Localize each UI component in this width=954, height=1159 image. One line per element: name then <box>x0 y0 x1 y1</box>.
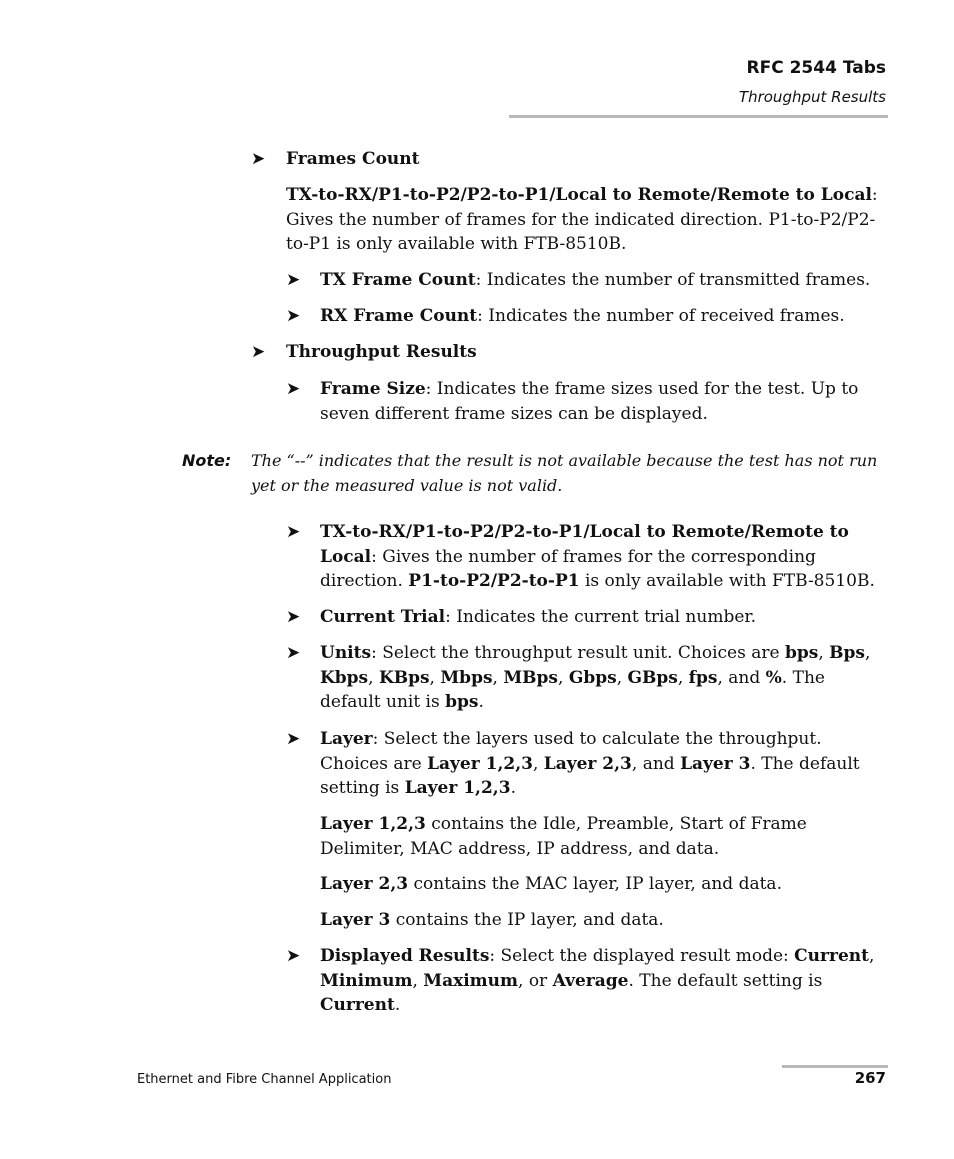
bullet-arrow-icon: ➤ <box>286 379 301 399</box>
units-item: Units: Select the throughput result unit. Choices are bps, Bps, Kbps, KBps, Mbps, MBps, Gbps, GBps, fps, and %. The default unit is bps. <box>320 643 871 712</box>
layer-item: Layer: Select the layers used to calculate the throughput. Choices are Layer 1,2,3, Layer 2,3, and Layer 3. The default setting is Layer 1,2,3. <box>320 729 860 798</box>
tx-frame-count-item: TX Frame Count: Indicates the number of transmitted frames. <box>320 270 871 290</box>
frame-size-item: Frame Size: Indicates the frame sizes used for the test. Up to seven different frame sizes can be displayed. <box>320 379 859 424</box>
bullet-arrow-icon: ➤ <box>286 607 301 627</box>
bullet-arrow-icon: ➤ <box>286 306 301 326</box>
footer-document-title: Ethernet and Fibre Channel Application <box>137 1072 392 1087</box>
layer-123-description: Layer 1,2,3 contains the Idle, Preamble, Start of Frame Delimiter, MAC address, IP address, and data. <box>320 814 807 859</box>
bullet-arrow-icon: ➤ <box>286 946 301 966</box>
header-title: RFC 2544 Tabs <box>746 58 886 78</box>
bullet-arrow-icon: ➤ <box>286 270 301 290</box>
bullet-arrow-icon: ➤ <box>251 149 266 169</box>
header-subtitle: Throughput Results <box>738 88 886 106</box>
layer-23-description: Layer 2,3 contains the MAC layer, IP layer, and data. <box>320 874 782 894</box>
frames-count-heading: Frames Count <box>286 149 420 169</box>
displayed-results-item: Displayed Results: Select the displayed result mode: Current, Minimum, Maximum, or Average. The default setting is Current. <box>320 946 875 1015</box>
bullet-arrow-icon: ➤ <box>286 522 301 542</box>
bullet-arrow-icon: ➤ <box>286 729 301 749</box>
note-label: Note: <box>182 451 232 470</box>
frames-count-paragraph: TX-to-RX/P1-to-P2/P2-to-P1/Local to Remote/Remote to Local: Gives the number of frames for the indicated direction. P1-to-P2/P2-to-P1 is only available with FTB-8510B. <box>286 185 878 254</box>
rx-frame-count-item: RX Frame Count: Indicates the number of received frames. <box>320 306 845 326</box>
page-number: 267 <box>854 1069 886 1087</box>
layer-3-description: Layer 3 contains the IP layer, and data. <box>320 910 664 930</box>
direction-item: TX-to-RX/P1-to-P2/P2-to-P1/Local to Remote/Remote to Local: Gives the number of frames for the corresponding direction. P1-to-P2/P2-to-P1 is only available with FTB-8510B. <box>320 522 875 591</box>
footer-rule <box>782 1065 888 1068</box>
bullet-arrow-icon: ➤ <box>251 342 266 362</box>
throughput-results-heading: Throughput Results <box>286 342 477 362</box>
note-text: The “--” indicates that the result is not available because the test has not run yet or the measured value is not valid. <box>251 451 878 495</box>
current-trial-item: Current Trial: Indicates the current trial number. <box>320 607 757 627</box>
header-rule <box>509 115 888 118</box>
bullet-arrow-icon: ➤ <box>286 643 301 663</box>
